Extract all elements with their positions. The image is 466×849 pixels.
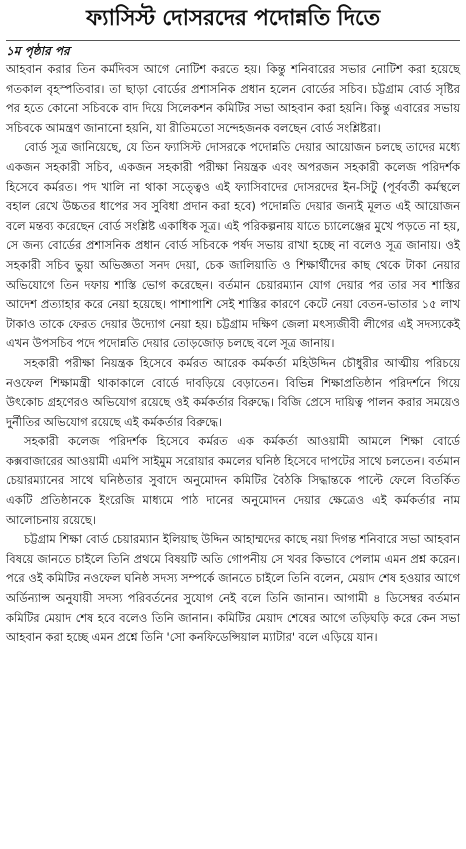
- article-headline: ফ্যাসিস্ট দোসরদের পদোন্নতি দিতে: [86, 6, 380, 31]
- article-paragraph-3: সহকারী পরীক্ষা নিয়ন্ত্রক হিসেবে কর্মরত আরেক কর্মকর্তা মহিউদ্দিন চৌধুরীর আত্মীয় পরিচয়ে নওফেল শিক্ষামন্ত্রী থাকাকালে বোর্ডে দাবড়িয়ে বেড়াতেন। বিভিন্ন শিক্ষাপ্রতিষ্ঠান পরিদর্শনে গিয়ে উৎকোচ গ্রহণেরও অভিযোগ রয়েছে ওই কর্মকর্তার বিরুদ্ধে। বিজি প্রেসে দায়িত্ব পালন করার সময়েও দুর্নীতির অভিযোগ রয়েছে এই কর্মকর্তার বিরুদ্ধে।: [6, 355, 460, 429]
- article-paragraph-4: সহকারী কলেজ পরিদর্শক হিসেবে কর্মরত এক কর্মকর্তা আওয়ামী আমলে শিক্ষা বোর্ডে কক্সবাজারের আওয়ামী এমপি সাইমুম সরোয়ার কমলের ঘনিষ্ঠ হিসেবে দাপটের সাথে চলতেন। বর্তমান চেয়ারম্যানের সাথে ঘনিষ্ঠতার সুবাদে অনুমোদন কমিটির বৈঠকি সিদ্ধান্তকে পাল্টে ফেলে বিতর্কিত একটি প্রতিষ্ঠানকে ইংরেজি মাধ্যমে পাঠ দানের অনুমোদন দেয়ার ক্ষেত্রেও এই কর্মকর্তার নাম আলোচনায় রয়েছে।: [6, 434, 460, 527]
- continued-from-label: ১ম পৃষ্ঠার পর: [6, 44, 70, 58]
- article-paragraph-5: চট্টগ্রাম শিক্ষা বোর্ড চেয়ারম্যান ইলিয়াছ উদ্দিন আহাম্মদের কাছে নয়া দিগন্ত শনিবারে সভা আহবান বিষয়ে জানতে চাইলে তিনি প্রথমে বিষয়টি অতি গোপনীয় সে খবর কিভাবে পেলাম এমন প্রশ্ন করেন। পরে ওই কমিটির নওফেল ঘনিষ্ঠ সদস্য সম্পর্কে জানতে চাইলে তিনি বলেন, মেয়াদ শেষ হওয়ার আগে অর্ডিন্যান্স অনুযায়ী সদস্য পরিবর্তনের সুযোগ নেই বলে তিনি জানান। আগামী ৪ ডিসেম্বর বর্তমান কমিটির মেয়াদ শেষ হবে বলেও তিনি জানান। কমিটির মেয়াদ শেষের আগে তড়িঘড়ি করে কেন সভা আহবান করা হচ্ছে এমন প্রশ্নে তিনি 'সো কনফিডেন্সিয়াল ম্যাটার' বলে এড়িয়ে যান।: [6, 532, 460, 645]
- article-paragraph-2: বোর্ড সূত্র জানিয়েছে, যে তিন ফ্যাসিস্ট দোসরকে পদোন্নতি দেয়ার আয়োজন চলছে তাদের মধ্যে একজন সহকারী সচিব, একজন সহকারী পরীক্ষা নিয়ন্ত্রক এবং অপরজন সহকারী কলেজ পরিদর্শক হিসেবে কর্মরত। পদ খালি না থাকা সত্ত্বেও এই ফ্যাসিবাদের দোসরদের ইন-সিটু (পূর্ববর্তী কর্মস্থলে বহাল রেখে উচ্চতর ধাপের সব সুবিধা প্রদান করা হবে) পদোন্নতি দেয়ার জন্যই মূলত এই আয়োজন বলে মন্তব্য করেছেন বোর্ড সংশ্লিষ্ট একাধিক সূত্র। এই পরিকল্পনায় যাতে চ্যালেঞ্জের মুখে পড়তে না হয়, সে জন্য বোর্ডের প্রশাসনিক প্রধান বোর্ড সচিবকে পর্ষদ সভায় রাখা হচ্ছে না বলেও সূত্র জানায়। ওই সহকারী সচিব ভুয়া অভিজ্ঞতা সনদ দেয়া, চেক জালিয়াতি ও শিক্ষার্থীদের কাছ থেকে টাকা নেয়ার অভিযোগে তিন দফায় শাস্তি ভোগ করেছেন। বর্তমান চেয়ারম্যান যোগ দেয়ার পর তার সব শাস্তির আদেশ প্রত্যাহার করে নেয়া হয়েছে। পাশাপাশি সেই শাস্তির কারণে কেটে নেয়া বেতন-ভাতার ১৫ লাখ টাকাও তাকে ফেরত দেয়ার উদ্যোগ নেয়া হয়। চট্টগ্রাম দক্ষিণ জেলা মৎস্যজীবী লীগের এই সদস্যকেই এখন উপসচিব পদে পদোন্নতি দেয়ার তোড়জোড় চলছে বলে সূত্র জানায়।: [6, 140, 460, 351]
- article-paragraph-1: আহবান করার তিন কর্মদিবস আগে নোটিশ করতে হয়। কিন্তু শনিবারের সভার নোটিশ করা হয়েছে গতকাল বৃহস্পতিবার। তা ছাড়া বোর্ডের প্রশাসনিক প্রধান হলেন বোর্ডের সচিব। চট্টগ্রাম বোর্ড সৃষ্টির পর হতে কোনো সচিবকে বাদ দিয়ে সিলেকশন কমিটির সভা আহবান করা হয়নি। কিন্তু এবারের সভায় সচিবকে আমন্ত্রণ জানানো হয়নি, যা রীতিমতো সন্দেহজনক বলছেন বোর্ড সংশ্লিষ্টরা।: [6, 62, 460, 135]
- headline-divider: [6, 40, 460, 41]
